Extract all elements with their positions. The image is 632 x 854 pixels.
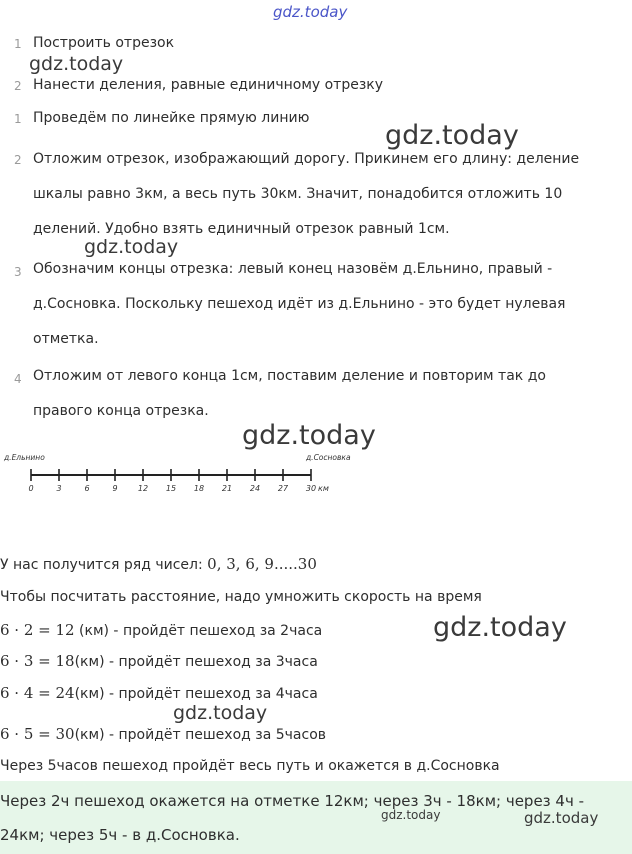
watermark-top: gdz.today: [273, 3, 348, 21]
watermark: gdz.today: [29, 53, 124, 75]
calc-line: [0, 725, 326, 743]
step-text: Отложим отрезок, изображающий дорогу. Прикинем его длину: деление шкалы равно 3км, а весь путь 30км. Значит, понадобится отложить 10 делений. Удобно взять единичный отрезок равный 1см.: [33, 151, 580, 237]
scale-tick-label: 3: [56, 484, 62, 493]
line-text: У нас получится ряд чисел:: [0, 557, 208, 573]
math-expression: 6 · 5 = 30: [0, 725, 75, 743]
line-text: (км) - пройдёт пешеход за 5часов: [74, 727, 327, 743]
step-number: 4: [14, 372, 22, 386]
calc-line: [0, 684, 318, 702]
scale-tick-label: 12: [137, 484, 149, 493]
scale-tick-label: 9: [112, 484, 118, 493]
scale-ticks: [28, 469, 316, 493]
watermark: gdz.today: [84, 236, 179, 258]
watermark: gdz.today: [242, 420, 376, 451]
step-number: 3: [14, 265, 22, 279]
answer-line: Через 2ч пешеход окажется на отметке 12км; через 3ч - 18км; через 4ч -: [0, 792, 585, 810]
math-expression: 6 · 4 = 24: [0, 684, 75, 702]
step-text: Проведём по линейке прямую линию: [33, 110, 310, 126]
scale-tick-label: 15: [165, 484, 177, 493]
step-number: 2: [14, 79, 22, 93]
math-expression: 6 · 3 = 18: [0, 652, 75, 670]
scale-tick-label: 18: [193, 484, 205, 493]
distance-scale: [0, 448, 360, 498]
line-text: (км) - пройдёт пешеход за 2часа: [74, 623, 323, 639]
scale-tick-label: 0: [28, 484, 34, 493]
watermark: gdz.today: [433, 612, 567, 643]
step-text: Обозначим концы отрезка: левый конец назовём д.Ельнино, правый - д.Сосновка. Поскольку пешеход идёт из д.Ельнино - это будет нулевая отметка.: [33, 261, 566, 347]
answer-line: 24км; через 5ч - в д.Сосновка.: [0, 826, 240, 844]
line-text: (км) - пройдёт пешеход за 3часа: [74, 654, 318, 670]
watermark: gdz.today: [385, 120, 519, 151]
number-series-line: [0, 555, 317, 573]
scale-tick-label: 27: [277, 484, 289, 493]
watermark: gdz.today: [524, 809, 599, 827]
calc-line: [0, 652, 318, 670]
scale-tick-label: 6: [84, 484, 90, 493]
calc-line: [0, 621, 322, 639]
math-expression: 6 · 2 = 12: [0, 621, 75, 639]
line-text: (км) - пройдёт пешеход за 4часа: [74, 686, 318, 702]
math-expression: 0, 3, 6, 9.....30: [207, 555, 317, 573]
step-text: Отложим от левого конца 1см, поставим деление и повторим так до правого конца отрезка.: [33, 368, 546, 419]
scale-tick-label: 21: [221, 484, 233, 493]
scale-unit-label: км: [318, 484, 329, 493]
scale-tick-label: 30: [305, 484, 317, 493]
step-number: 2: [14, 153, 22, 167]
step-text: Построить отрезок: [33, 35, 175, 51]
step-number: 1: [14, 37, 22, 51]
scale-left-label: д.Ельнино: [4, 453, 45, 462]
watermark: gdz.today: [381, 808, 441, 822]
conclusion-line: Через 5часов пешеход пройдёт весь путь и окажется в д.Сосновка: [0, 758, 500, 774]
scale-tick-label: 24: [249, 484, 261, 493]
watermark: gdz.today: [173, 702, 268, 724]
step-text: Нанести деления, равные единичному отрезку: [33, 77, 384, 93]
rule-line: Чтобы посчитать расстояние, надо умножить скорость на время: [0, 589, 482, 605]
scale-right-label: д.Сосновка: [306, 453, 351, 462]
step-number: 1: [14, 112, 22, 126]
